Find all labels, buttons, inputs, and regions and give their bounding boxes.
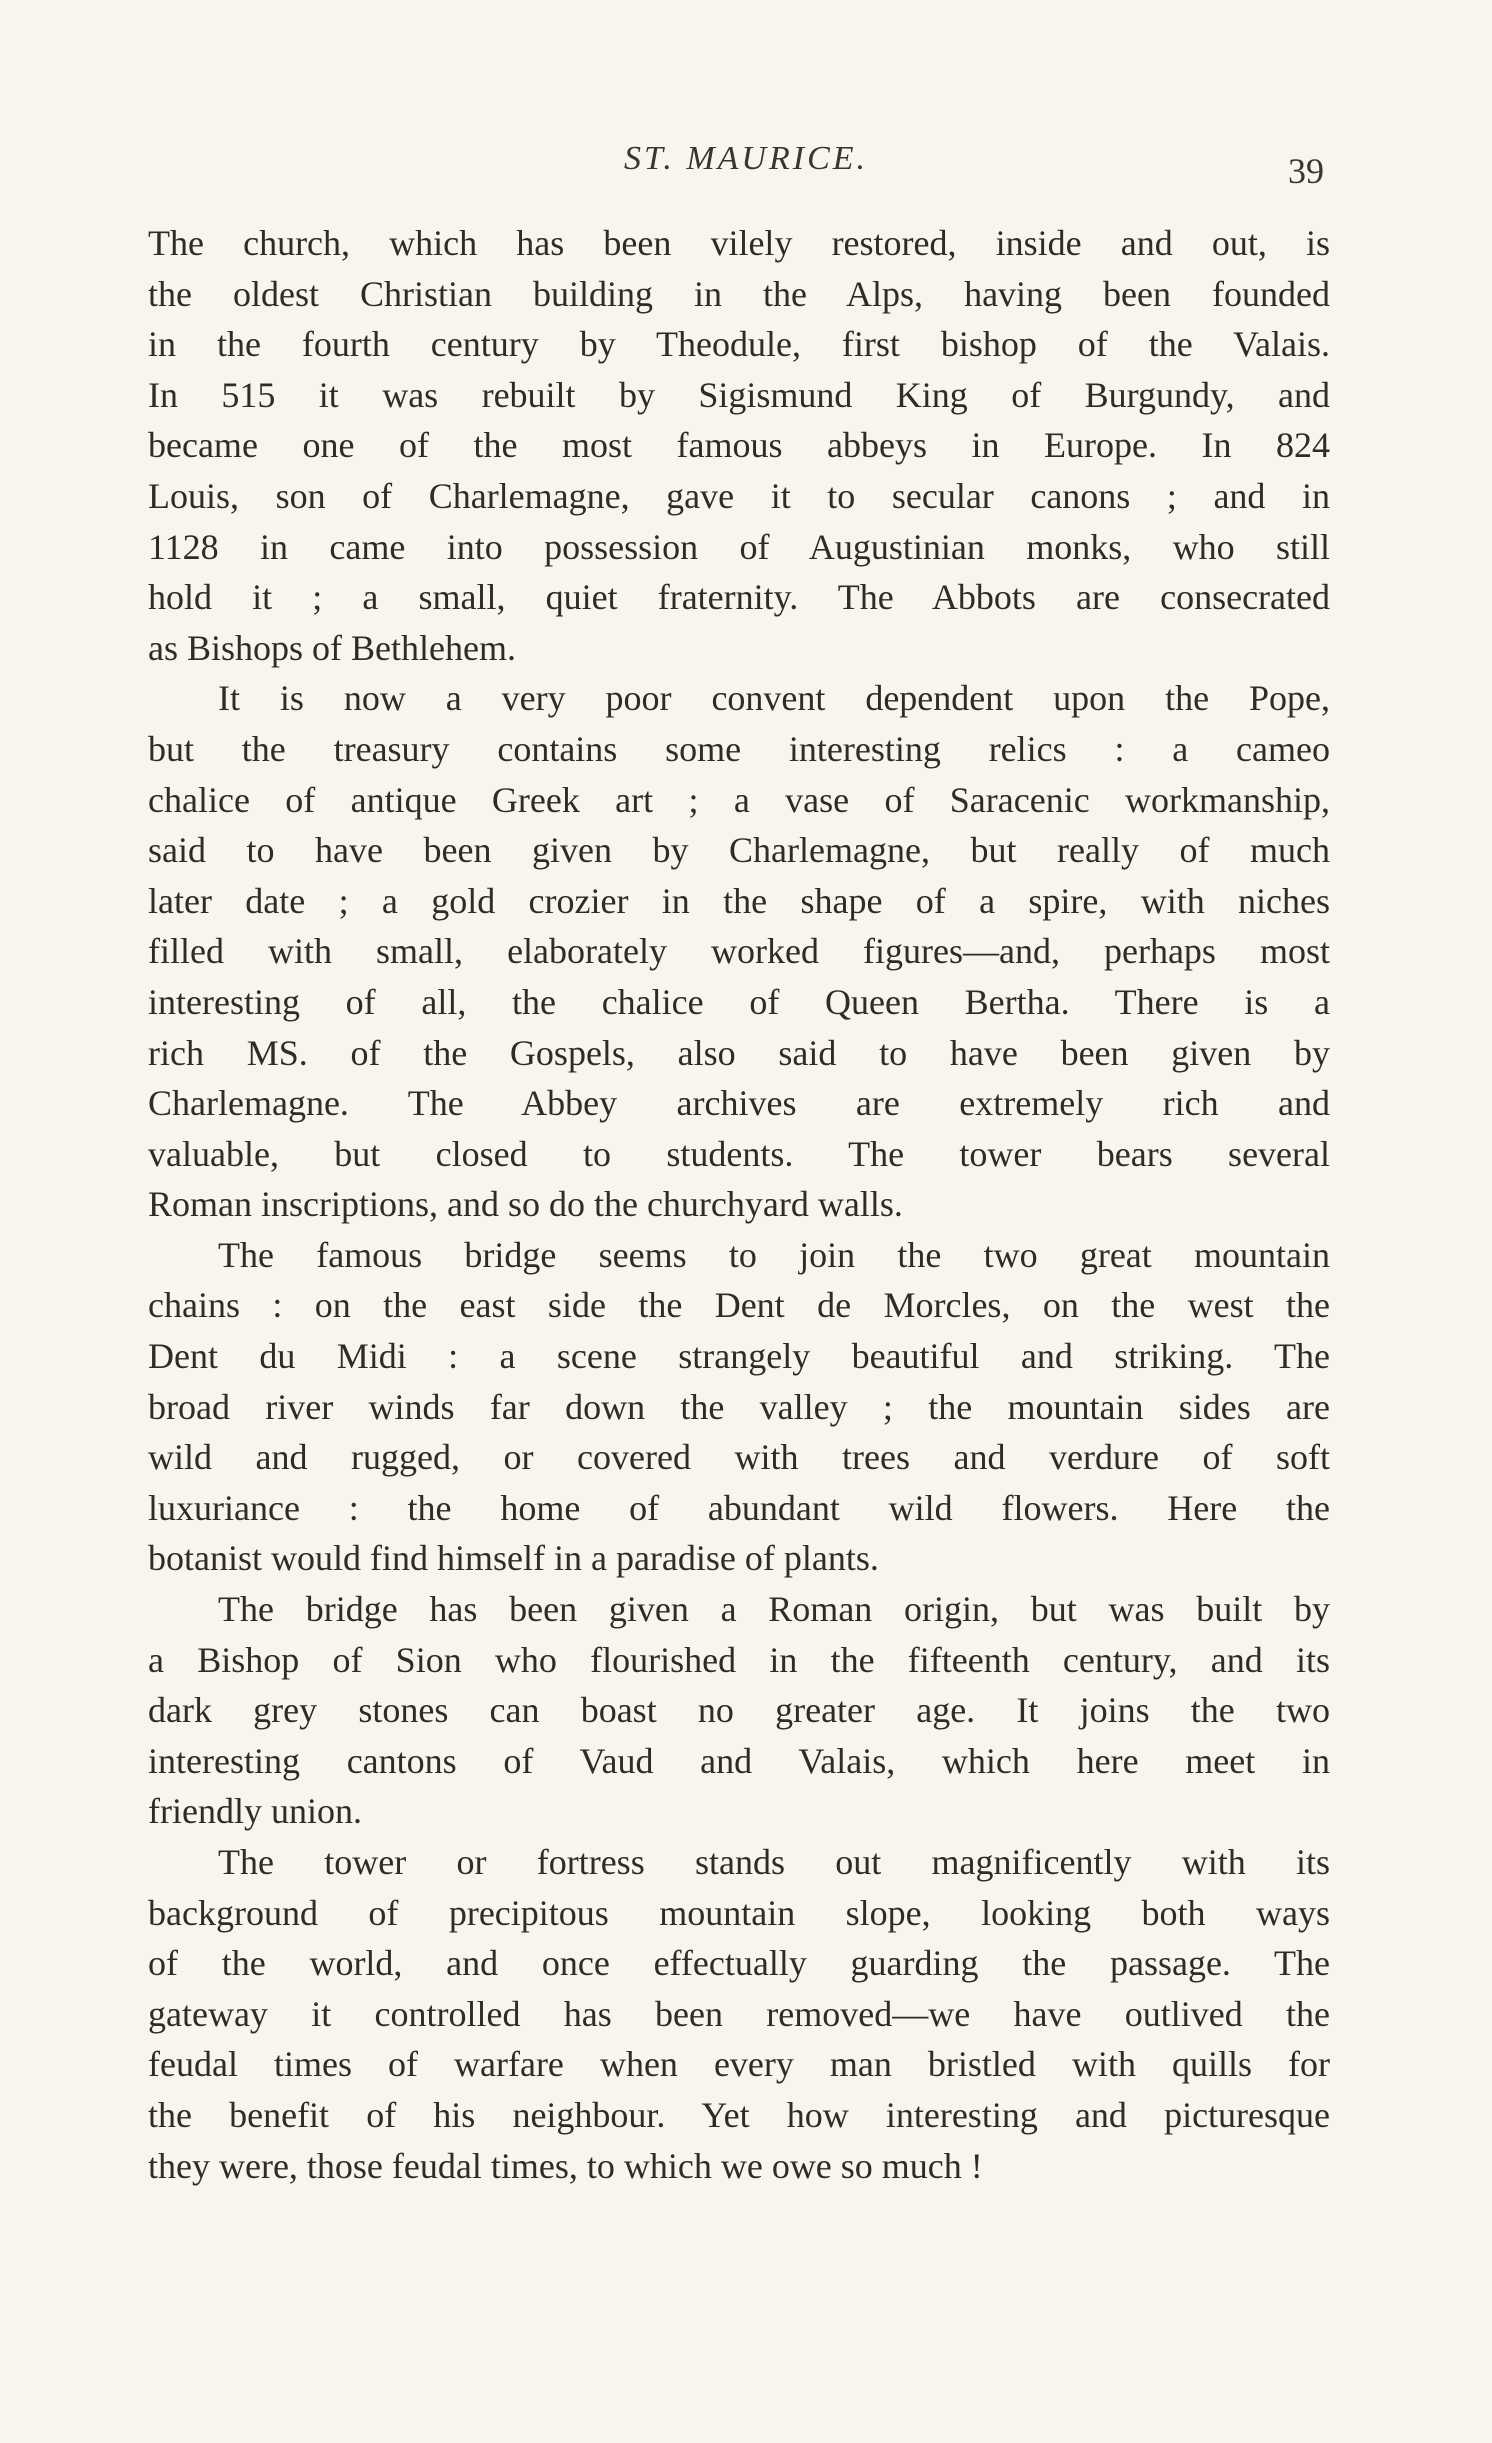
text-line: rich MS. of the Gospels, also said to have been given by <box>148 1032 1330 1073</box>
text-line: Roman inscriptions, and so do the churchyard walls. <box>148 1184 903 1225</box>
paragraph-first-line: The bridge has been given a Roman origin, but was built by <box>218 1589 1330 1630</box>
text-line: valuable, but closed to students. The tower bears several <box>148 1133 1330 1174</box>
page-number: 39 <box>1288 151 1324 191</box>
text-line: Louis, son of Charlemagne, gave it to secular canons ; and in <box>148 475 1330 516</box>
text-line: The church, which has been vilely restored, inside and out, is <box>148 223 1330 263</box>
body-text <box>148 218 1330 2191</box>
text-line: interesting cantons of Vaud and Valais, which here meet in <box>148 1740 1330 1781</box>
text-line: became one of the most famous abbeys in Europe. In 824 <box>148 425 1330 466</box>
text-line: but the treasury contains some interesting relics : a cameo <box>148 728 1330 769</box>
text-line: Dent du Midi : a scene strangely beautiful and striking. The <box>148 1336 1330 1377</box>
text-line: a Bishop of Sion who flourished in the fifteenth century, and its <box>148 1639 1330 1680</box>
text-line: of the world, and once effectually guarding the passage. The <box>148 1943 1330 1984</box>
paragraph-first-line: The tower or fortress stands out magnificently with its <box>218 1842 1330 1882</box>
text-line: the benefit of his neighbour. Yet how interesting and picturesque <box>148 2094 1330 2135</box>
paragraph-first-line: The famous bridge seems to join the two great mountain <box>218 1234 1330 1275</box>
text-line: feudal times of warfare when every man bristled with quills for <box>148 2044 1330 2085</box>
text-line: background of precipitous mountain slope, looking both ways <box>148 1892 1330 1933</box>
text-line: wild and rugged, or covered with trees and verdure of soft <box>148 1437 1330 1478</box>
text-line: as Bishops of Bethlehem. <box>148 627 516 668</box>
text-line: 1128 in came into possession of Augustinian monks, who still <box>148 526 1330 567</box>
text-line: broad river winds far down the valley ; the mountain sides are <box>148 1386 1330 1427</box>
text-line: in the fourth century by Theodule, first bishop of the Valais. <box>148 324 1330 365</box>
text-line: later date ; a gold crozier in the shape of a spire, with niches <box>148 880 1330 921</box>
text-line: chalice of antique Greek art ; a vase of Saracenic workmanship, <box>148 779 1330 820</box>
text-line: they were, those feudal times, to which we owe so much ! <box>148 2145 983 2186</box>
text-line: In 515 it was rebuilt by Sigismund King of Burgundy, and <box>148 374 1330 415</box>
text-line: chains : on the east side the Dent de Morcles, on the west the <box>148 1285 1330 1326</box>
running-head: ST. MAURICE. <box>623 140 869 177</box>
paragraph-first-line: It is now a very poor convent dependent upon the Pope, <box>218 678 1330 719</box>
text-line: friendly union. <box>148 1791 362 1832</box>
text-line: interesting of all, the chalice of Queen Bertha. There is a <box>148 981 1330 1022</box>
text-line: dark grey stones can boast no greater age. It joins the two <box>148 1690 1330 1731</box>
text-line: filled with small, elaborately worked figures—and, perhaps most <box>148 931 1330 972</box>
text-line: gateway it controlled has been removed—we have outlived the <box>148 1993 1330 2034</box>
text-line: luxuriance : the home of abundant wild flowers. Here the <box>148 1487 1330 1528</box>
text-line: said to have been given by Charlemagne, but really of much <box>148 830 1330 871</box>
text-line: Charlemagne. The Abbey archives are extremely rich and <box>148 1083 1330 1124</box>
text-line: hold it ; a small, quiet fraternity. The Abbots are consecrated <box>148 577 1330 618</box>
text-line: the oldest Christian building in the Alps, having been founded <box>148 273 1330 314</box>
text-line: botanist would find himself in a paradise of plants. <box>148 1538 879 1579</box>
